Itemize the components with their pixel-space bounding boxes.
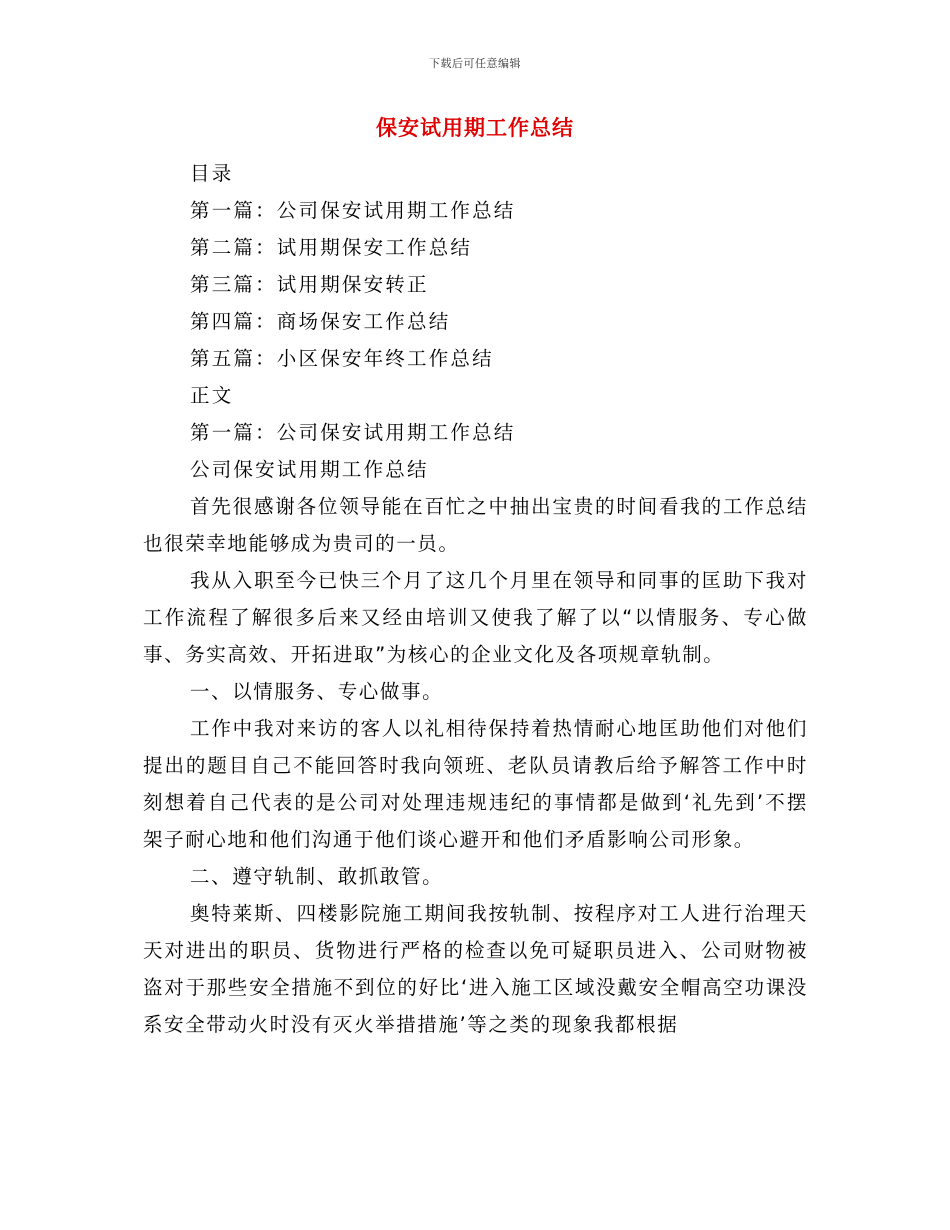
body-heading: 正文	[190, 384, 234, 407]
toc-item: 第二篇：试用期保安工作总结	[190, 236, 473, 259]
document-title: 保安试用期工作总结	[376, 115, 574, 140]
header-note: 下载后可任意编辑	[429, 57, 521, 70]
section-heading: 一、以情服务、专心做事。	[190, 680, 444, 703]
chapter-subtitle: 公司保安试用期工作总结	[190, 458, 429, 481]
toc-item: 第三篇：试用期保安转正	[190, 273, 429, 296]
paragraph: 工作中我对来访的客人以礼相待保持着热情耐心地匡助他们对他们提出的题目自己不能回答时我向领班、老队员请教后给予解答工作中时刻想着自己代表的是公司对处理违规违纪的事情都是做到‘礼先到’不摆架子耐心地和他们沟通于他们谈心避开和他们矛盾影响公司形象。	[143, 717, 808, 851]
section-heading: 二、遵守轨制、敢抓敢管。	[190, 865, 444, 888]
paragraph: 我从入职至今已快三个月了这几个月里在领导和同事的匡助下我对工作流程了解很多后来又经由培训又使我了解了以“以情服务、专心做事、务实高效、开拓进取”为核心的企业文化及各项规章轨制。	[143, 569, 808, 666]
toc-item: 第五篇：小区保安年终工作总结	[190, 347, 494, 370]
document-body	[143, 155, 808, 1043]
chapter-title: 第一篇：公司保安试用期工作总结	[190, 421, 516, 444]
paragraph: 首先很感谢各位领导能在百忙之中抽出宝贵的时间看我的工作总结也很荣幸地能够成为贵司的一员。	[143, 495, 808, 555]
toc-heading: 目录	[190, 162, 234, 185]
paragraph: 奥特莱斯、四楼影院施工期间我按轨制、按程序对工人进行治理天天对进出的职员、货物进行严格的检查以免可疑职员进入、公司财物被盗对于那些安全措施不到位的好比‘进入施工区域没戴安全帽高空功课没系安全带动火时没有灭火举措措施’等之类的现象我都根据	[143, 902, 808, 1036]
toc-item: 第一篇：公司保安试用期工作总结	[190, 199, 516, 222]
toc-item: 第四篇：商场保安工作总结	[190, 310, 451, 333]
